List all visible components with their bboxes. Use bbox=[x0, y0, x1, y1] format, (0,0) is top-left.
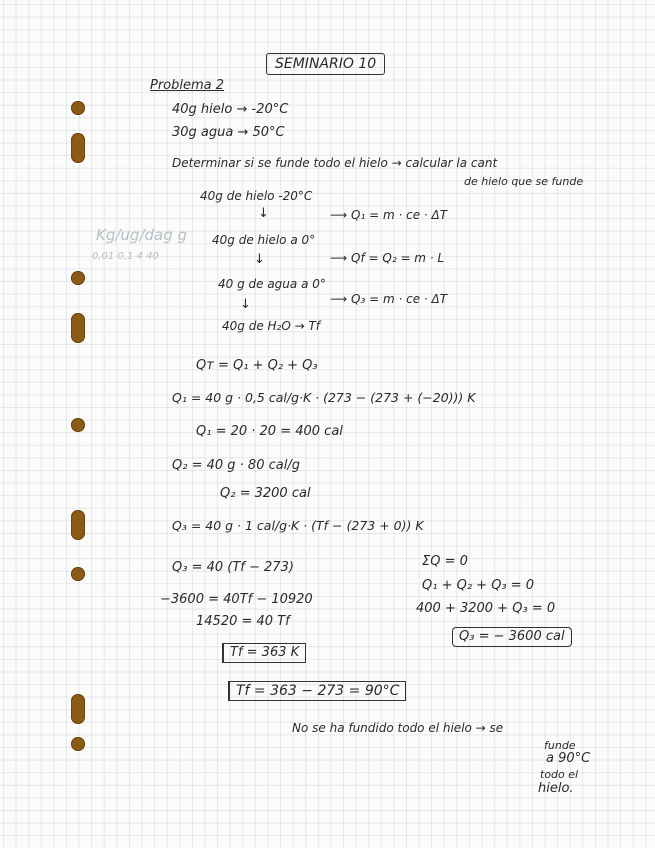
conclusion-line-5: hielo. bbox=[538, 781, 574, 796]
heat-balance-values: 400 + 3200 + Q₃ = 0 bbox=[416, 601, 556, 616]
step-3: 40 g de agua a 0° bbox=[218, 277, 326, 291]
binder-hole bbox=[71, 418, 85, 432]
q2-result: Q₂ = 3200 cal bbox=[220, 486, 311, 501]
binder-hole bbox=[71, 271, 85, 285]
given-data-water: 30g agua → 50°C bbox=[172, 125, 285, 140]
q2-equation: Q₂ = 40 g · 80 cal/g bbox=[172, 458, 300, 473]
q3-equation: Q₃ = 40 g · 1 cal/g·K · (Tf − (273 + 0)) K bbox=[172, 518, 424, 533]
heat-balance: ΣQ = 0 bbox=[422, 554, 468, 569]
solve-step-2: 14520 = 40 Tf bbox=[196, 614, 290, 629]
q3-definition: ⟶ Q₃ = m · ce · ΔT bbox=[330, 292, 448, 306]
final-temperature-kelvin: Tf = 363 K bbox=[222, 643, 306, 663]
task-line-2: de hielo que se funde bbox=[464, 175, 584, 188]
task-line-1: Determinar si se funde todo el hielo → calcular la cant bbox=[172, 156, 498, 170]
conclusion-line-2: funde bbox=[544, 739, 576, 752]
problem-heading: Problema 2 bbox=[150, 78, 225, 93]
q1-result: Q₁ = 20 · 20 = 400 cal bbox=[196, 424, 343, 439]
solve-step-1: −3600 = 40Tf − 10920 bbox=[160, 592, 313, 607]
q1-definition: ⟶ Q₁ = m · ce · ΔT bbox=[330, 208, 448, 222]
q2-definition: ⟶ Qf = Q₂ = m · L bbox=[330, 251, 445, 265]
arrow-down-icon: ↓ bbox=[258, 206, 269, 221]
q3-boxed-result: Q₃ = − 3600 cal bbox=[452, 627, 572, 647]
ghost-text-values: 0,01 0,1 4 40 bbox=[92, 251, 159, 262]
total-heat-equation: Qт = Q₁ + Q₂ + Q₃ bbox=[196, 358, 318, 373]
step-4: 40g de H₂O → Tf bbox=[222, 319, 321, 333]
q3-expanded: Q₃ = 40 (Tf − 273) bbox=[172, 560, 294, 575]
binder-hole bbox=[71, 567, 85, 581]
heat-balance-sum: Q₁ + Q₂ + Q₃ = 0 bbox=[422, 578, 535, 593]
arrow-down-icon: ↓ bbox=[240, 297, 251, 312]
conclusion-line-1: No se ha fundido todo el hielo → se bbox=[292, 721, 504, 735]
page-title: SEMINARIO 10 bbox=[266, 53, 385, 75]
final-temperature-celsius: Tf = 363 − 273 = 90°C bbox=[228, 681, 406, 701]
step-1: 40g de hielo -20°C bbox=[200, 189, 313, 203]
ghost-text-units: Kg/ug/dag g bbox=[96, 226, 188, 244]
binder-slot bbox=[71, 694, 85, 724]
binder-slot bbox=[71, 133, 85, 163]
conclusion-line-4: todo el bbox=[540, 768, 579, 781]
given-data-ice: 40g hielo → -20°C bbox=[172, 102, 289, 117]
binder-slot bbox=[71, 510, 85, 540]
q1-equation: Q₁ = 40 g · 0,5 cal/g·K · (273 − (273 + (−20))) K bbox=[172, 390, 476, 405]
binder-hole bbox=[71, 737, 85, 751]
binder-slot bbox=[71, 313, 85, 343]
binder-hole bbox=[71, 101, 85, 115]
step-2: 40g de hielo a 0° bbox=[212, 233, 316, 247]
conclusion-line-3: a 90°C bbox=[546, 751, 591, 766]
arrow-down-icon: ↓ bbox=[254, 252, 265, 267]
